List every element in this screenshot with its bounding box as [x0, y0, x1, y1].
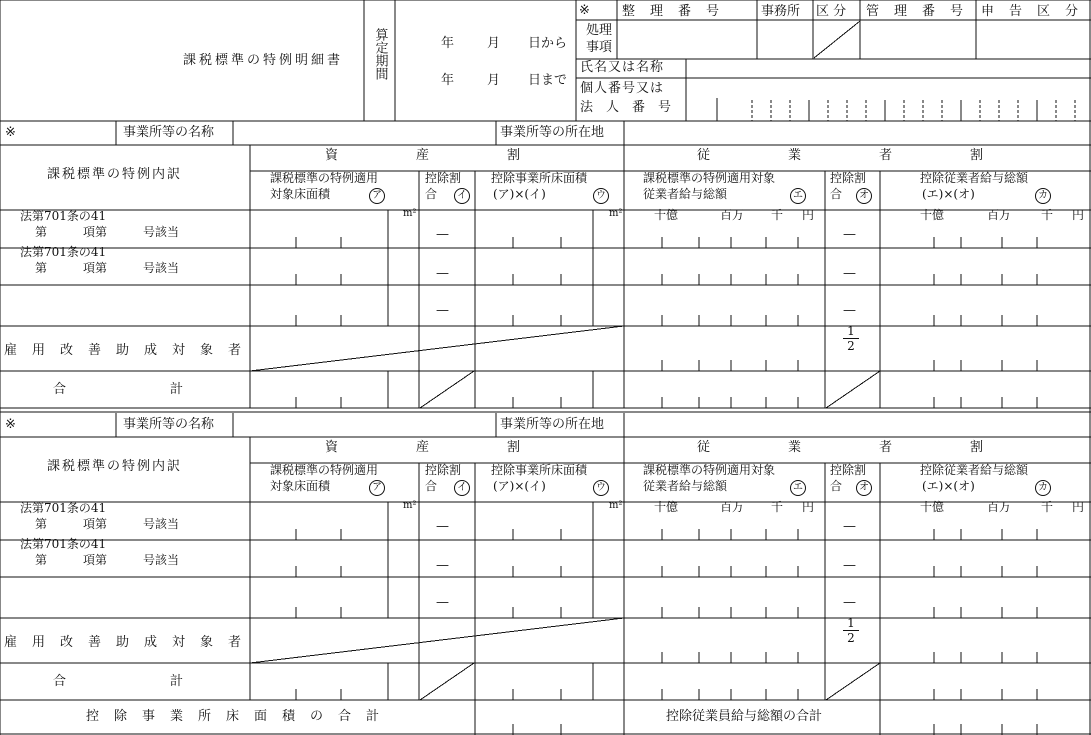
employment-support-label: 雇 用 改 善 助 成 対 象 者 [4, 635, 243, 650]
mark-e-icon: オ [856, 188, 872, 204]
money-unit-thousand-f: 千 [1041, 500, 1054, 514]
unit-m2-a: m² [403, 208, 417, 219]
col-d-line2: 従業者給与総額 [643, 187, 728, 201]
diagonal-line-59 [826, 371, 880, 408]
law-clause-row2: 第 項第 号該当 [35, 553, 180, 567]
dash-mark-4: — [843, 266, 856, 281]
asset-group-header: 資 産 割 [325, 440, 521, 455]
col-a-line1: 課税標準の特例適用 [270, 463, 379, 477]
half-denominator: 2 [847, 339, 855, 353]
half-numerator: 1 [847, 616, 855, 630]
money-unit-yen-f: 円 [1072, 208, 1085, 222]
section-asterisk: ※ [5, 417, 16, 432]
date-from-day: 日から [528, 36, 568, 51]
facility-location-label: 事業所等の所在地 [500, 417, 605, 432]
processing-label: 処理 [586, 23, 613, 38]
mark-d-icon: エ [790, 188, 806, 204]
individual-number-label: 個人番号又は [580, 81, 665, 96]
col-e-line1: 控除割 [830, 463, 867, 477]
law-article-row2: 法第701条の41 [20, 537, 107, 551]
col-a-line2: 対象床面積 [270, 479, 331, 493]
date-from-year: 年 [441, 36, 455, 51]
dash-mark-0: — [436, 519, 449, 534]
dash-mark-4: — [843, 558, 856, 573]
dash-mark-3: — [843, 519, 856, 534]
money-unit-billion-d: 十億 [654, 500, 679, 514]
dash-mark-0: — [436, 227, 449, 242]
col-f-line2: (エ)×(オ) [922, 479, 975, 493]
mark-c-icon: ウ [593, 188, 609, 204]
header-shinkoku-kubun: 申 告 区 分 [981, 4, 1080, 19]
unit-m2-a: m² [403, 500, 417, 511]
header-seiri-bango: 整 理 番 号 [622, 4, 721, 19]
unit-m2-c: m² [609, 208, 623, 219]
half-numerator: 1 [847, 324, 855, 338]
col-c-line2: (ア)×(イ) [493, 187, 546, 201]
money-unit-million-d: 百万 [720, 208, 745, 222]
breakdown-label: 課税標準の特例内訳 [47, 167, 183, 182]
mark-f-icon: カ [1035, 188, 1051, 204]
money-unit-thousand-d: 千 [771, 500, 784, 514]
dash-mark-5: — [843, 303, 856, 318]
mark-a-icon: ア [369, 480, 385, 496]
diagonal-line-143 [250, 618, 624, 663]
diagonal-line-57 [250, 326, 624, 371]
dash-mark-5: — [843, 595, 856, 610]
law-article-row1: 法第701条の41 [20, 501, 107, 515]
dash-mark-2: — [436, 303, 449, 318]
name-label: 氏名又は名称 [580, 60, 665, 75]
col-e-line1: 控除割 [830, 171, 867, 185]
col-d-line1: 課税標準の特例適用対象 [643, 463, 776, 477]
salary-total-label: 控除従業員給与総額の合計 [666, 709, 823, 724]
money-unit-thousand-d: 千 [771, 208, 784, 222]
law-article-row2: 法第701条の41 [20, 245, 107, 259]
employee-group-header: 従 業 者 割 [697, 148, 984, 163]
total-row-label: 合 計 [53, 382, 184, 397]
asset-group-header: 資 産 割 [325, 148, 521, 163]
law-clause-row1: 第 項第 号該当 [35, 517, 180, 531]
col-b-line2: 合 [425, 187, 438, 201]
header-kubun: 区 分 [816, 4, 847, 19]
col-d-line1: 課税標準の特例適用対象 [643, 171, 776, 185]
col-b-line1: 控除割 [425, 171, 462, 185]
corporate-number-label: 法 人 番 号 [580, 100, 672, 115]
col-f-line2: (エ)×(オ) [922, 187, 975, 201]
law-clause-row1: 第 項第 号該当 [35, 225, 180, 239]
law-clause-row2: 第 項第 号該当 [35, 261, 180, 275]
unit-m2-c: m² [609, 500, 623, 511]
total-row-label: 合 計 [53, 674, 184, 689]
dash-mark-1: — [436, 558, 449, 573]
half-denominator: 2 [847, 631, 855, 645]
col-f-line1: 控除従業者給与総額 [920, 463, 1029, 477]
col-d-line2: 従業者給与総額 [643, 479, 728, 493]
header-jimusho: 事務所 [761, 4, 801, 19]
col-e-line2: 合 [830, 187, 843, 201]
col-a-line2: 対象床面積 [270, 187, 331, 201]
date-to-year: 年 [441, 73, 455, 88]
col-c-line2: (ア)×(イ) [493, 479, 546, 493]
dash-mark-2: — [436, 595, 449, 610]
money-unit-billion-f: 十億 [920, 208, 945, 222]
half-fraction [843, 617, 859, 644]
money-unit-yen-d: 円 [802, 208, 815, 222]
form-title: 課税標準の特例明細書 [183, 53, 344, 68]
mark-b-icon: イ [454, 188, 470, 204]
diagonal-line-58 [420, 371, 474, 408]
money-unit-billion-d: 十億 [654, 208, 679, 222]
diagonal-line-11 [814, 21, 860, 58]
mark-b-icon: イ [454, 480, 470, 496]
employee-group-header: 従 業 者 割 [697, 440, 984, 455]
col-c-line1: 控除事業所床面積 [491, 171, 588, 185]
section-asterisk: ※ [5, 125, 16, 140]
dash-mark-3: — [843, 227, 856, 242]
mark-f-icon: カ [1035, 480, 1051, 496]
matters-label: 事項 [586, 40, 613, 55]
employment-support-label: 雇 用 改 善 助 成 対 象 者 [4, 343, 243, 358]
office-asterisk: ※ [579, 3, 590, 18]
col-e-line2: 合 [830, 479, 843, 493]
date-to-day: 日まで [528, 73, 568, 88]
money-unit-million-f: 百万 [987, 208, 1012, 222]
money-unit-thousand-f: 千 [1041, 208, 1054, 222]
money-unit-million-d: 百万 [720, 500, 745, 514]
mark-e-icon: オ [856, 480, 872, 496]
date-from-month: 月 [487, 36, 501, 51]
col-a-line1: 課税標準の特例適用 [270, 171, 379, 185]
money-unit-yen-d: 円 [802, 500, 815, 514]
calc-period-label: 算定期間 [372, 28, 388, 80]
mark-c-icon: ウ [593, 480, 609, 496]
col-b-line2: 合 [425, 479, 438, 493]
half-fraction [843, 325, 859, 352]
date-to-month: 月 [487, 73, 501, 88]
mark-d-icon: エ [790, 480, 806, 496]
col-f-line1: 控除従業者給与総額 [920, 171, 1029, 185]
dash-mark-1: — [436, 266, 449, 281]
col-c-line1: 控除事業所床面積 [491, 463, 588, 477]
facility-name-label: 事業所等の名称 [123, 417, 215, 432]
law-article-row1: 法第701条の41 [20, 209, 107, 223]
facility-location-label: 事業所等の所在地 [500, 125, 605, 140]
diagonal-line-145 [826, 663, 880, 700]
money-unit-yen-f: 円 [1072, 500, 1085, 514]
diagonal-line-144 [420, 663, 474, 700]
header-kanri-bango: 管 理 番 号 [866, 4, 965, 19]
mark-a-icon: ア [369, 188, 385, 204]
floor-area-total-label: 控 除 事 業 所 床 面 積 の 合 計 [86, 709, 381, 724]
money-unit-million-f: 百万 [987, 500, 1012, 514]
breakdown-label: 課税標準の特例内訳 [47, 459, 183, 474]
col-b-line1: 控除割 [425, 463, 462, 477]
facility-name-label: 事業所等の名称 [123, 125, 215, 140]
money-unit-billion-f: 十億 [920, 500, 945, 514]
